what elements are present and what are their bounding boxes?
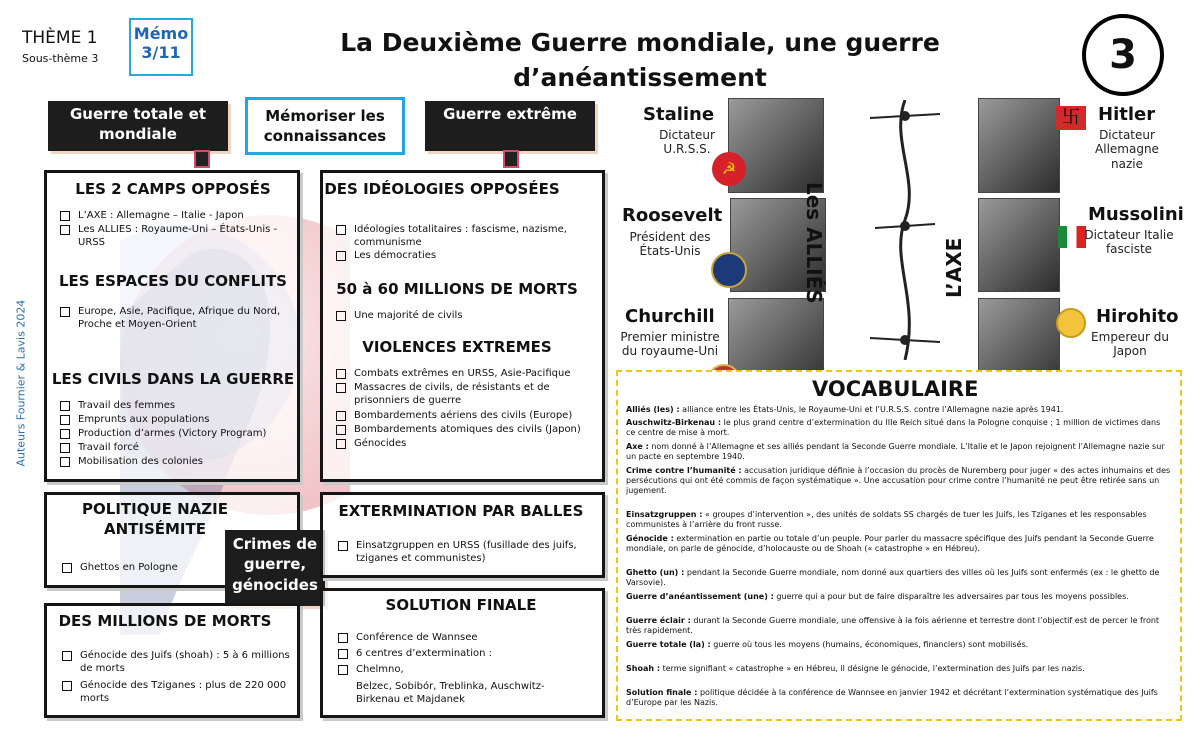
- vocab-entry: [626, 534, 1172, 554]
- section-heading: DES MILLIONS DE MORTS: [58, 612, 272, 630]
- vocab-definition: guerre où tous les moyens (humains, économiques, financiers) sont mobilisés.: [713, 640, 1029, 649]
- churchill-role: Premier ministre du royaume-Uni: [620, 330, 720, 359]
- section-heading: LES 2 CAMPS OPPOSÉS: [75, 180, 271, 198]
- vocab-definition: guerre qui a pour but de faire disparaître les adversaires par tous les moyens possibles.: [776, 592, 1129, 601]
- crimes-tag: Crimes de guerre, génocides: [225, 530, 325, 606]
- total-war-tag: Guerre totale et mondiale: [48, 101, 228, 151]
- section-heading: VIOLENCES EXTREMES: [362, 338, 552, 356]
- vocab-entry: [626, 405, 1172, 415]
- vocab-term: Alliés (les) :: [626, 405, 680, 414]
- vocab-term: Ghetto (un) :: [626, 568, 685, 577]
- sheet-number: 3: [1082, 14, 1164, 96]
- vocab-definition: durant la Seconde Guerre mondiale, une offensive à la fois aérienne et terrestre dont l’objectif est de percer le front très rapidement.: [626, 616, 1160, 635]
- nazi-flag-icon: 卐: [1056, 106, 1086, 130]
- vocabulary-title: VOCABULAIRE: [812, 377, 979, 401]
- checklist-item: 6 centres d’extermination :: [338, 648, 596, 661]
- mussolini-portrait: [978, 198, 1060, 292]
- vocab-term: Guerre totale (la) :: [626, 640, 711, 649]
- vocab-definition: politique décidée à la conférence de Wannsee en janvier 1942 et décrétant l’extermination systématique des Juifs d’Europe par les Nazis.: [626, 688, 1158, 707]
- vocab-definition: accusation juridique définie à l’occasion du procès de Nuremberg pour juger « des actes inhumains et des persécutions qui ont été commis de façon systématique ». Une accusation pour crime contre l’humanité ne peut être retirée sans un jugement.: [626, 466, 1171, 495]
- allies-label-text: Les ALLIÉS: [802, 182, 826, 304]
- checklist-item: Bombardements atomiques des civils (Japon): [336, 424, 594, 437]
- checklist-item: Chelmno,: [338, 664, 596, 677]
- vocab-term: Guerre d’anéantissement (une) :: [626, 592, 774, 601]
- checklist-item: Emprunts aux populations: [60, 414, 298, 427]
- vocab-entry: [626, 640, 1172, 650]
- roosevelt-name: Roosevelt: [622, 205, 723, 226]
- vocab-entry: [626, 616, 1172, 636]
- checklist-item: Les démocraties: [336, 250, 594, 263]
- vocab-term: Génocide :: [626, 534, 674, 543]
- barbed-wire-icon: [870, 100, 940, 360]
- checklist-item: L’AXE : Allemagne – Italie - Japon: [60, 210, 298, 223]
- memorize-tag: Mémoriser les connaissances: [245, 97, 405, 155]
- section-heading: POLITIQUE NAZIE ANTISÉMITE: [82, 500, 228, 538]
- checklist-item: Production d’armes (Victory Program): [60, 428, 298, 441]
- hirohito-role: Empereur du Japon: [1091, 330, 1169, 359]
- section-heading: LES ESPACES DU CONFLITS: [59, 272, 287, 290]
- italy-flag-icon: [1058, 226, 1086, 248]
- checklist-item: Conférence de Wannsee: [338, 632, 596, 645]
- vocab-entry: [626, 664, 1172, 674]
- vocab-entry: [626, 442, 1172, 462]
- credit-block: [6, 300, 36, 470]
- checklist-item: Les ALLIES : Royaume-Uni – États-Unis - URSS: [60, 224, 298, 249]
- hitler-name: Hitler: [1098, 104, 1156, 125]
- vocab-term: Solution finale :: [626, 688, 698, 697]
- subtheme-label: Sous-thème 3: [22, 52, 99, 65]
- memo-badge: [129, 18, 193, 76]
- allies-label: [802, 182, 826, 332]
- roosevelt-role: Président des États-Unis: [629, 230, 711, 259]
- checklist-item: Combats extrêmes en URSS, Asie-Pacifique: [336, 368, 594, 381]
- vocab-definition: le plus grand centre d’extermination du IIIe Reich situé dans la Pologne conquise ; 1 million de victimes dans ce centre de mise à mort.: [626, 418, 1161, 437]
- hirohito-name: Hirohito: [1096, 306, 1179, 327]
- vocab-term: Axe :: [626, 442, 649, 451]
- arrow-down-icon: [503, 150, 519, 168]
- ussr-emblem-icon: ☭: [712, 152, 746, 186]
- checklist-item: Mobilisation des colonies: [60, 456, 298, 469]
- camps-list: Belzec, Sobibór, Treblinka, Auschwitz-Birkenau et Majdanek: [356, 681, 545, 705]
- vocab-term: Einsatzgruppen :: [626, 510, 703, 519]
- vocab-definition: extermination en partie ou totale d’un peuple. Pour parler du massacre spécifique des Juifs pendant la Seconde Guerre mondiale, on parle de génocide, d’holocauste ou de Shoah (« catastrophe » en Hébreu).: [626, 534, 1154, 553]
- mussolini-name: Mussolini: [1088, 204, 1184, 225]
- stalin-role: Dictateur U.R.S.S.: [659, 128, 715, 157]
- stalin-name: Staline: [643, 104, 715, 125]
- vocab-term: Shoah :: [626, 664, 661, 673]
- vocab-entry: [626, 466, 1172, 495]
- section-heading: LES CIVILS DANS LA GUERRE: [51, 370, 295, 388]
- vocab-entry: [626, 510, 1172, 530]
- checklist-item: Génocide des Juifs (shoah) : 5 à 6 millions de morts: [62, 650, 300, 675]
- vocab-definition: pendant la Seconde Guerre mondiale, nom donné aux quartiers des villes où les Juifs sont enfermés (ex : le ghetto de Varsovie).: [626, 568, 1160, 587]
- axis-label-text: L’AXE: [942, 237, 966, 298]
- checklist-item: Europe, Asie, Pacifique, Afrique du Nord, Proche et Moyen-Orient: [60, 306, 298, 331]
- vocab-definition: alliance entre les États-Unis, le Royaume-Uni et l’U.R.S.S. contre l’Allemagne nazie après 1941.: [682, 405, 1064, 414]
- hitler-role: Dictateur Allemagne nazie: [1095, 128, 1159, 171]
- imperial-seal-icon: [1056, 308, 1086, 338]
- vocab-term: Crime contre l’humanité :: [626, 466, 742, 475]
- checklist-item: Travail forcé: [60, 442, 298, 455]
- checklist-item: Idéologies totalitaires : fascisme, nazisme, communisme: [336, 224, 594, 249]
- axis-label: [942, 198, 966, 298]
- section-heading: SOLUTION FINALE: [385, 596, 537, 614]
- vocab-definition: « groupes d’intervention », des unités de soldats SS chargés de tuer les Juifs, les Tziganes et les responsables communistes à l’arrière du front russe.: [626, 510, 1147, 529]
- page-title: La Deuxième Guerre mondiale, une guerre d’anéantissement: [340, 28, 940, 92]
- mussolini-role: Dictateur Italie fasciste: [1084, 228, 1174, 257]
- vocab-entry: [626, 592, 1172, 602]
- checklist-item: Einsatzgruppen en URSS (fusillade des juifs, tziganes et communistes): [338, 540, 596, 565]
- vocab-entry: [626, 688, 1172, 708]
- churchill-name: Churchill: [625, 306, 715, 327]
- checklist-item: Travail des femmes: [60, 400, 298, 413]
- vocab-term: Auschwitz-Birkenau :: [626, 418, 722, 427]
- vocab-definition: nom donné à l’Allemagne et ses alliés pendant la Seconde Guerre mondiale. L’Italie et le Japon rejoignent l’Allemagne nazie sur un pacte en septembre 1940.: [626, 442, 1165, 461]
- checklist-item: Ghettos en Pologne: [62, 562, 240, 575]
- section-heading: 50 à 60 MILLIONS DE MORTS: [336, 280, 578, 298]
- checklist-item: Une majorité de civils: [336, 310, 594, 323]
- arrow-down-icon: [194, 150, 210, 168]
- credit-text: Auteurs Fournier & Lavis 2024: [14, 299, 28, 467]
- us-seal-icon: [711, 252, 747, 288]
- memo-label: Mémo 3/11: [133, 24, 189, 63]
- checklist-item: Génocides: [336, 438, 594, 451]
- vocab-definition: terme signifiant « catastrophe » en Hébreu, il désigne le génocide, l’extermination des Juifs par les nazis.: [662, 664, 1085, 673]
- checklist-item: Bombardements aériens des civils (Europe): [336, 410, 594, 423]
- vocab-entry: [626, 418, 1172, 438]
- extreme-war-tag: Guerre extrême: [425, 101, 595, 151]
- checklist-item: Massacres de civils, de résistants et de prisonniers de guerre: [336, 382, 594, 407]
- section-heading: EXTERMINATION PAR BALLES: [338, 502, 584, 520]
- hitler-portrait: [978, 98, 1060, 193]
- theme-label: THÈME 1: [22, 28, 98, 48]
- vocab-term: Guerre éclair :: [626, 616, 691, 625]
- section-heading: DES IDÉOLOGIES OPPOSÉES: [324, 180, 560, 198]
- vocab-entry: [626, 568, 1172, 588]
- checklist-item: Génocide des Tziganes : plus de 220 000 morts: [62, 680, 300, 705]
